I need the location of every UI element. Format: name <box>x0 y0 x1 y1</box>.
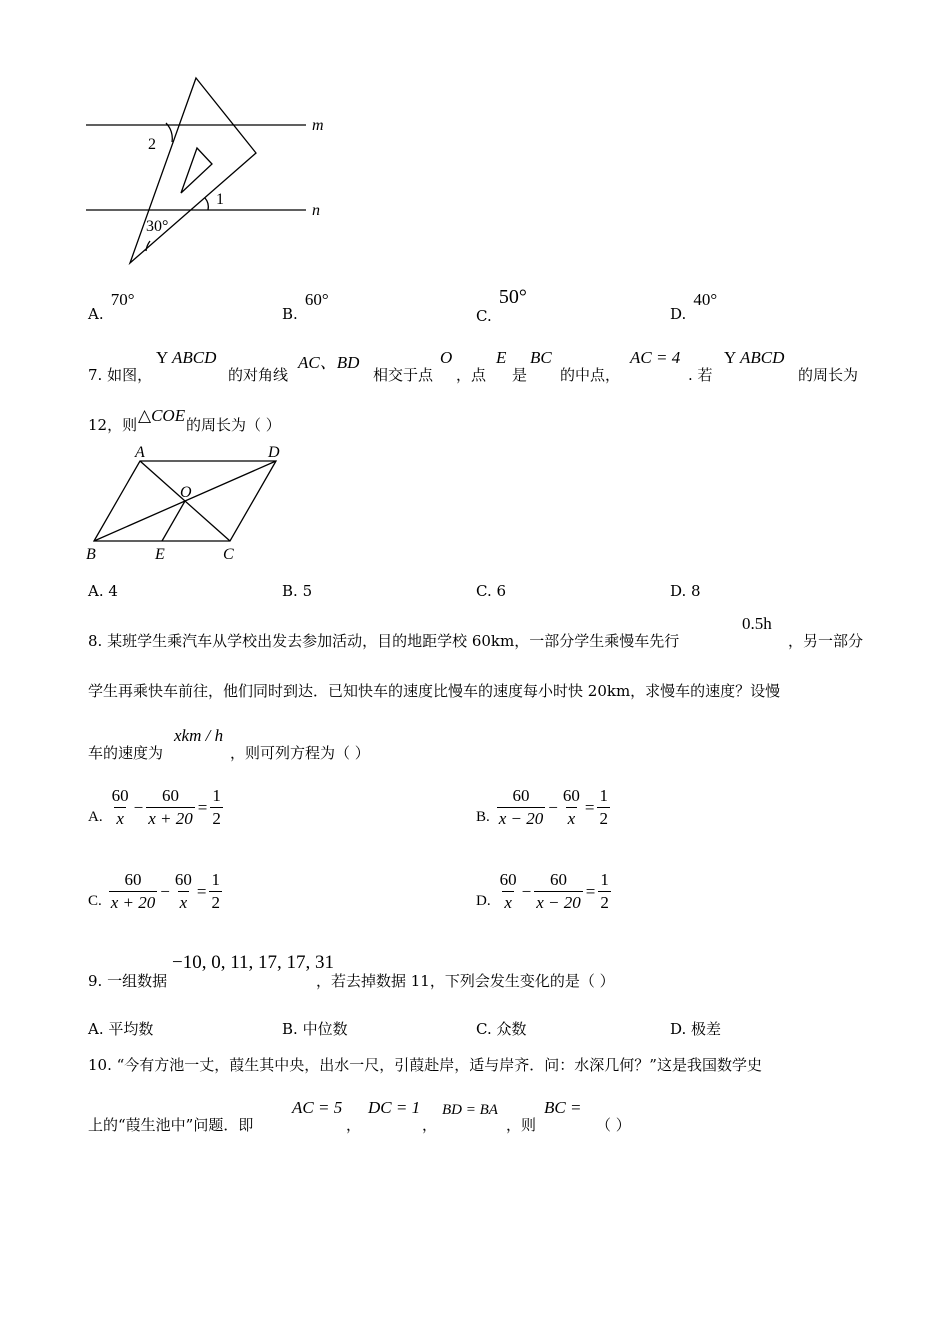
q7-line2 <box>88 406 488 436</box>
q7-text-is: 是 <box>512 366 528 384</box>
q7-text-intersect: 相交于点 <box>373 366 434 384</box>
option-value: 70° <box>110 290 135 309</box>
numerator: 1 <box>212 786 221 805</box>
fraction <box>534 870 583 913</box>
minus-sign: − <box>548 797 558 817</box>
q7-triangle-coe: △COE <box>138 406 186 425</box>
label-o: O <box>180 484 192 501</box>
numerator: 60 <box>161 786 179 805</box>
equals-sign: = <box>196 881 207 901</box>
angle1-arc <box>205 198 208 210</box>
q9-option-a[interactable] <box>88 1018 153 1039</box>
q8-line1 <box>88 614 868 654</box>
option-label: D. <box>670 305 687 323</box>
fraction <box>173 870 194 913</box>
q10-ac-equals-5: AC = 5 <box>292 1098 343 1117</box>
q8-option-c[interactable] <box>88 870 222 913</box>
q8-text-another: ，另一部分 <box>788 632 864 650</box>
denominator: 2 <box>600 893 609 912</box>
denominator: x + 20 <box>148 809 193 828</box>
figure-q7-parallelogram <box>80 440 300 570</box>
fraction <box>109 870 158 913</box>
q8-speed-unit: xkm / h <box>174 726 224 745</box>
q10-comma: ， <box>422 1116 438 1134</box>
option-label: C. <box>476 582 492 600</box>
label-line-m: m <box>312 117 324 134</box>
q8-line2: 学生再乘快车前往，他们同时到达．已知快车的速度比慢车的速度每小时快 20km，求慢车的速度？设慢 <box>88 682 781 700</box>
parallelogram-symbol: Y <box>724 348 737 367</box>
option-label: C. <box>88 893 102 909</box>
q10-line2 <box>88 1098 788 1138</box>
set-square-outer <box>130 78 256 263</box>
q8-text-start: 8. 某班学生乘汽车从学校出发去参加活动，目的地距学校 60km，一部分学生乘慢车先行 <box>88 632 680 650</box>
fraction <box>146 786 195 829</box>
q8-option-b[interactable] <box>476 786 610 829</box>
denominator: x <box>179 893 188 912</box>
q8-option-a[interactable] <box>88 786 223 829</box>
figure-q6-triangle-parallel-lines <box>80 70 340 270</box>
denominator: x − 20 <box>536 893 581 912</box>
numerator: 60 <box>111 786 129 805</box>
q9-option-d[interactable] <box>670 1018 721 1039</box>
parallelogram-symbol: Y <box>156 348 169 367</box>
numerator: 1 <box>599 786 608 805</box>
denominator: x − 20 <box>498 809 544 828</box>
fraction <box>561 786 582 829</box>
q9-text-start: 9. 一组数据 <box>88 972 168 990</box>
q7-point-e: E <box>496 348 507 367</box>
denominator: x <box>116 809 124 828</box>
q10-bc-equals: BC = <box>544 1098 582 1117</box>
q7-line1 <box>88 346 868 386</box>
minus-sign: − <box>133 797 144 817</box>
fraction <box>209 870 222 913</box>
option-label: A. <box>88 305 104 323</box>
numerator: 60 <box>174 870 192 889</box>
option-label: A. <box>88 809 103 825</box>
q10-comma: ， <box>346 1116 362 1134</box>
label-c: C <box>223 546 234 563</box>
q10-line1: 10. “今有方池一丈，葭生其中央，出水一尺，引葭赴岸，适与岸齐．问：水深几何？”这是我国数学史 <box>88 1056 762 1074</box>
q7-text-point: ，点 <box>456 366 487 384</box>
numerator: 1 <box>211 870 220 889</box>
option-value: 4 <box>108 582 118 600</box>
option-label: D. <box>670 1020 687 1038</box>
q7-text-diagonal: 的对角线 <box>228 366 289 384</box>
minus-sign: − <box>521 881 532 901</box>
equals-sign: = <box>585 881 596 901</box>
denominator: x <box>504 893 512 912</box>
q7-option-d[interactable] <box>670 582 701 600</box>
q7-option-a[interactable] <box>88 582 118 600</box>
q7-text-perimeter: 的周长为 <box>798 366 859 384</box>
q9-option-b[interactable] <box>282 1018 348 1039</box>
q10-dc-equals-1: DC = 1 <box>368 1098 421 1117</box>
q8-option-d[interactable] <box>476 870 611 913</box>
q8-half-hour: 0.5h <box>742 614 772 633</box>
q7-abcd: ABCD <box>172 348 217 367</box>
option-label: B. <box>282 1020 298 1038</box>
fraction <box>210 786 223 829</box>
q7-option-b[interactable] <box>282 582 312 600</box>
q8-text-speed: 车的速度为 <box>88 744 164 762</box>
option-value: 极差 <box>691 1020 722 1038</box>
equals-sign: = <box>584 797 595 817</box>
option-label: D. <box>476 893 491 909</box>
denominator: x <box>567 809 576 828</box>
option-value: 平均数 <box>108 1020 154 1038</box>
numerator: 60 <box>562 786 580 805</box>
option-label: C. <box>476 307 492 325</box>
q6-option-c[interactable] <box>476 286 527 325</box>
q10-text-start: 上的“葭生池中”问题．即 <box>88 1116 254 1134</box>
q9-option-c[interactable] <box>476 1018 527 1039</box>
option-label: A. <box>88 582 104 600</box>
q7-abcd-2: ABCD <box>740 348 785 367</box>
option-value: 50° <box>498 286 527 308</box>
q10-text-then: ，则 <box>506 1116 537 1134</box>
numerator: 60 <box>499 870 517 889</box>
numerator: 1 <box>600 870 609 889</box>
label-b: B <box>86 546 96 563</box>
q7-text-midpoint: 的中点， <box>560 366 621 384</box>
denominator: 2 <box>599 809 608 828</box>
q6-option-b[interactable] <box>282 290 329 323</box>
q10-bd-equals-ba: BD = BA <box>442 1102 498 1118</box>
q9-text-question: ，若去掉数据 11，下列会发生变化的是（ ） <box>316 972 615 990</box>
denominator: 2 <box>212 809 221 828</box>
option-label: B. <box>282 582 298 600</box>
q7-ac-equals-4: AC = 4 <box>630 348 681 367</box>
label-angle1: 1 <box>216 191 224 208</box>
option-value: 60° <box>304 290 329 309</box>
option-label: B. <box>282 305 298 323</box>
q9-data-set: −10, 0, 11, 17, 17, 31 <box>172 952 335 973</box>
fraction <box>598 870 611 913</box>
option-value: 6 <box>496 582 507 600</box>
set-square-inner <box>181 148 212 193</box>
denominator: 2 <box>211 893 220 912</box>
numerator: 60 <box>124 870 142 889</box>
label-d: D <box>268 444 280 461</box>
q6-option-d[interactable] <box>670 290 718 323</box>
fraction <box>110 786 131 829</box>
numerator: 60 <box>549 870 567 889</box>
option-label: A. <box>88 1020 104 1038</box>
q8-line3 <box>88 726 488 766</box>
q7-point-o: O <box>440 348 453 367</box>
option-value: 众数 <box>496 1020 527 1038</box>
angle2-arc <box>166 123 172 142</box>
fraction <box>498 870 519 913</box>
option-value: 5 <box>302 582 313 600</box>
q7-text-if: . 若 <box>688 366 713 384</box>
q7-bc: BC <box>530 348 552 367</box>
option-label: D. <box>670 582 687 600</box>
option-value: 中位数 <box>302 1020 348 1038</box>
q7-text-12: 12，则 <box>88 416 138 434</box>
fraction <box>597 786 610 829</box>
segment-oe <box>162 501 185 541</box>
label-angle30: 30° <box>146 218 169 235</box>
q7-option-c[interactable] <box>476 582 506 600</box>
minus-sign: − <box>160 881 170 901</box>
option-value: 8 <box>691 582 701 600</box>
label-line-n: n <box>312 202 320 219</box>
q7-text-question: 的周长为（ ） <box>186 416 281 434</box>
q8-text-equation: ，则可列方程为（ ） <box>230 744 370 762</box>
denominator: x + 20 <box>110 893 156 912</box>
q9-line1 <box>88 952 788 992</box>
label-e: E <box>155 546 165 563</box>
q10-answer-paren: （ ） <box>596 1116 631 1134</box>
numerator: 60 <box>512 786 530 805</box>
q7-number: 7. 如图， <box>88 366 153 384</box>
option-label: B. <box>476 809 490 825</box>
label-angle2: 2 <box>148 136 156 153</box>
option-value: 40° <box>693 290 718 309</box>
fraction <box>497 786 546 829</box>
q7-ac-bd: AC、BD <box>298 353 360 372</box>
q6-option-a[interactable] <box>88 290 135 323</box>
option-label: C. <box>476 1020 492 1038</box>
equals-sign: = <box>197 797 208 817</box>
label-a: A <box>135 444 145 461</box>
